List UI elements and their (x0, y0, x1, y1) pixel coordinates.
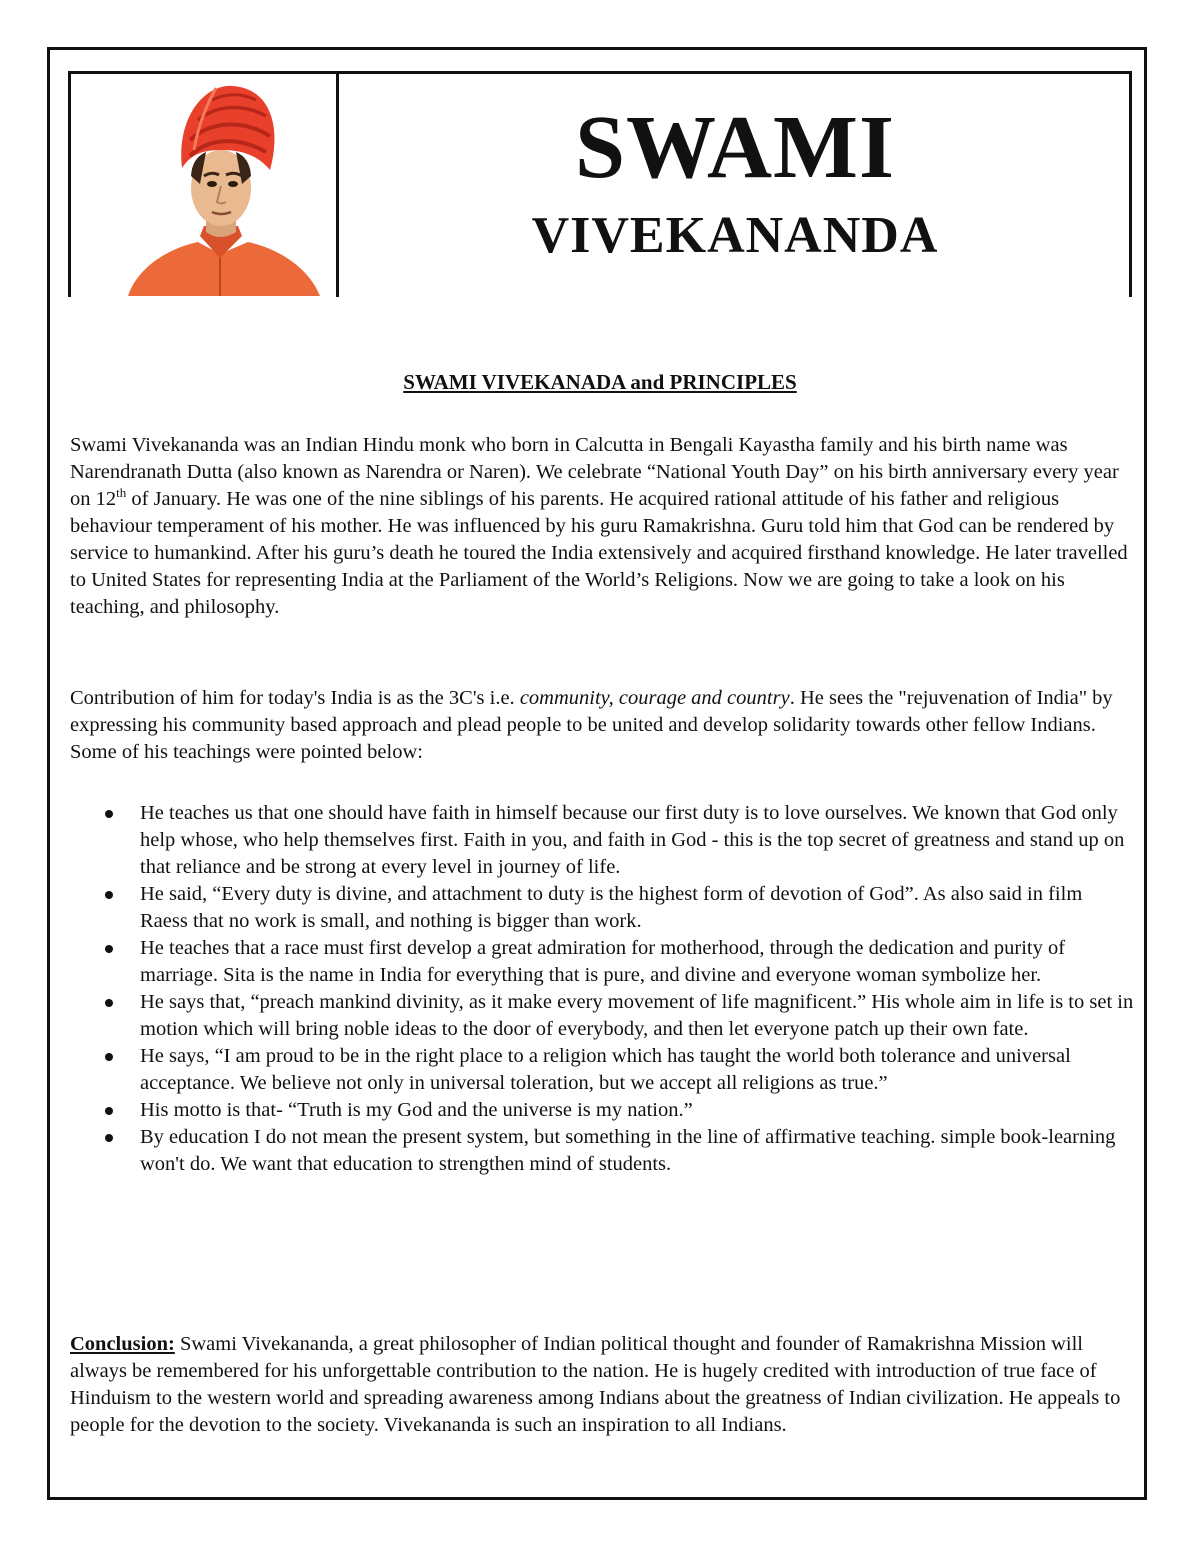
list-item-text: He teaches that a race must first develop a great admiration for motherhood, through the dedication and purity of marriage. Sita is the name in India for everything that is pure, and divine and everyone woman symbolize her. (140, 937, 1066, 986)
list-item (140, 1097, 1134, 1124)
conclusion-paragraph (70, 1331, 1134, 1439)
list-item (140, 989, 1134, 1043)
list-item (140, 935, 1134, 989)
list-item-text: He says, “I am proud to be in the right place to a religion which has taught the world both tolerance and universal acceptance. We believe not only in universal toleration, but we accept all religions as true.” (140, 1045, 1071, 1094)
contribution-part1: Contribution of him for today's India is as the 3C's i.e. (70, 687, 520, 709)
teachings-list (70, 800, 1134, 1178)
bullet-icon (105, 891, 113, 899)
intro-paragraph-part2: of January. He was one of the nine siblings of his parents. He acquired rational attitude of his father and religious behaviour temperament of his mother. He was influenced by his guru Ramakrishna. Guru told him that God can be rendered by service to humankind. After his guru’s death he toured the India extensively and acquired firsthand knowledge. He later travelled to United States for representing India at the Parliament of the World’s Religions. Now we are going to take a look on his teaching, and philosophy. (70, 488, 1128, 618)
list-item-text: He teaches us that one should have faith in himself because our first duty is to love ourselves. We known that God only help whose, who help themselves first. Faith in you, and faith in God - this is the top secret of greatness and stand up on that reliance and be strong at every level in journey of life. (140, 802, 1125, 878)
bullet-icon (105, 1134, 113, 1142)
conclusion-label: Conclusion: (70, 1333, 175, 1355)
list-item (140, 881, 1134, 935)
list-item-text: By education I do not mean the present system, but something in the line of affirmative teaching. simple book-learning won't do. We want that education to strengthen mind of students. (140, 1126, 1116, 1175)
title-line-2: VIVEKANANDA (531, 207, 939, 264)
vivekananda-portrait (120, 76, 325, 296)
header-rule-left (68, 71, 71, 297)
bullet-icon (105, 810, 113, 818)
list-item (140, 1043, 1134, 1097)
conclusion-text: Swami Vivekananda, a great philosopher of Indian political thought and founder of Ramakrishna Mission will always be remembered for his unforgettable contribution to the nation. He is hugely credited with introduction of true face of Hinduism to the western world and spreading awareness among Indians about the greatness of Indian civilization. He appeals to people for the devotion to the society. Vivekananda is such an inspiration to all Indians. (70, 1333, 1121, 1436)
list-item-text: He says that, “preach mankind divinity, as it make every movement of life magnificent.” His whole aim in life is to set in motion which will bring noble ideas to the door of everybody, and then let everyone patch up their own fate. (140, 991, 1134, 1040)
intro-paragraph (70, 432, 1134, 621)
contribution-part2: . He sees the "rejuvenation of India" by expressing his community based approach and plead people to be united and develop solidarity towards other fellow Indians. Some of his teachings were pointed below: (70, 687, 1113, 763)
intro-paragraph-part1: Swami Vivekananda was an Indian Hindu monk who born in Calcutta in Bengali Kayastha family and his birth name was Narendranath Dutta (also known as Narendra or Naren). We celebrate “National Youth Day” on his birth anniversary every year on 12 (70, 434, 1119, 510)
header-rule-top (69, 71, 1131, 74)
contribution-italic: community, courage and country (519, 687, 790, 709)
title-line-1: SWAMI (574, 98, 896, 197)
bullet-icon (105, 1107, 113, 1115)
portrait-eye-left (207, 181, 217, 187)
header-rule-divider (336, 71, 339, 297)
list-item-text: He said, “Every duty is divine, and attachment to duty is the highest form of devotion of God”. As also said in film Raess that no work is small, and nothing is bigger than work. (140, 883, 1083, 932)
bullet-icon (105, 945, 113, 953)
list-item-text: His motto is that- “Truth is my God and the universe is my nation.” (140, 1099, 693, 1121)
list-item (140, 800, 1134, 881)
list-item (140, 1124, 1134, 1178)
contribution-paragraph (70, 685, 1134, 766)
ordinal-suffix: th (116, 485, 127, 501)
bullet-icon (105, 1053, 113, 1061)
bullet-icon (105, 999, 113, 1007)
section-heading: SWAMI VIVEKANADA and PRINCIPLES (403, 370, 797, 394)
portrait-eye-right (228, 181, 238, 187)
